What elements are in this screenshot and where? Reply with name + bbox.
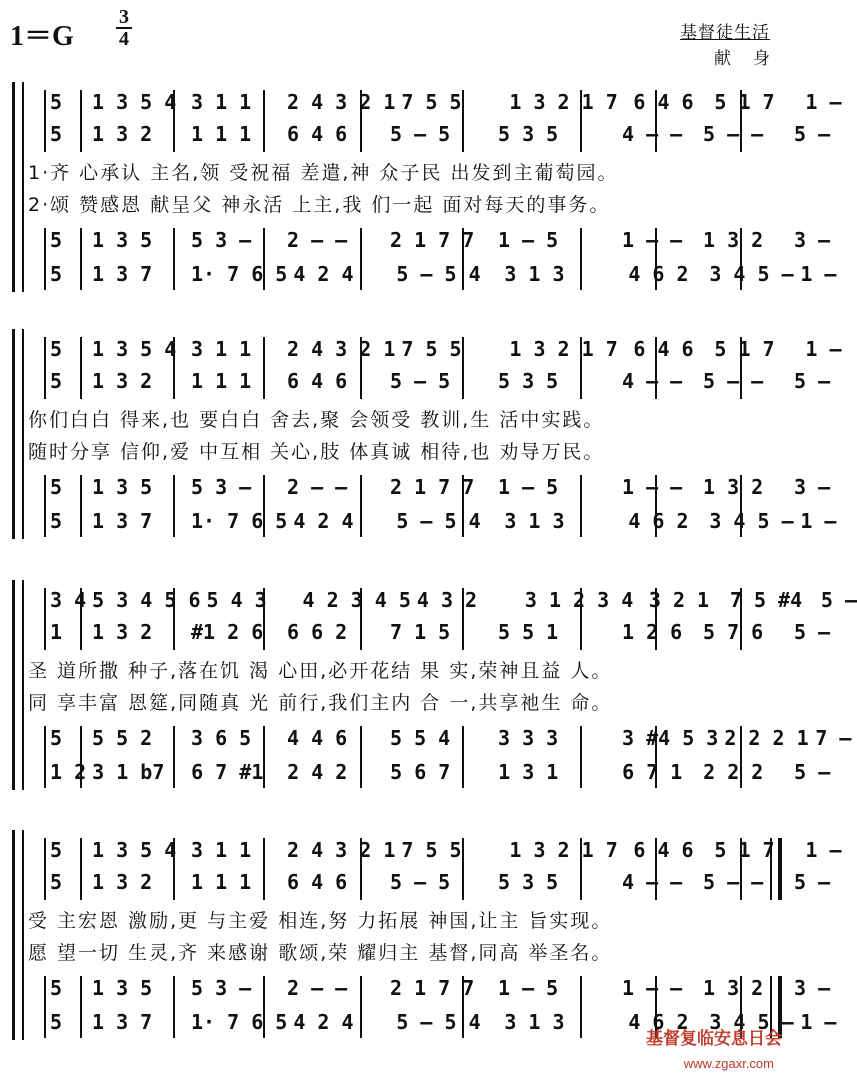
measure: 3 1 3 — [504, 262, 565, 286]
measure: 1 1 1 — [191, 870, 252, 894]
measure: 4 2 4 — [293, 1010, 354, 1034]
measure: 3 1 1 — [191, 838, 252, 862]
lyric-verse-1: 圣 道所撒 种子,落在饥 渴 心田,必开花结 果 实,荣神且益 人。 — [28, 660, 613, 682]
measure: #1 2 6 — [191, 620, 264, 644]
measure: 1 3 1 — [498, 760, 559, 784]
measure: 5 1 7 — [714, 838, 775, 862]
system-2 — [0, 325, 842, 555]
measure: 7 – — [815, 726, 852, 750]
measure: 3 1 3 — [504, 1010, 565, 1034]
measure: 4 – – — [622, 870, 683, 894]
measure: 5 — [50, 726, 63, 750]
measure: 1 – — [805, 337, 842, 361]
measure: 6 7 1 — [622, 760, 683, 784]
measure: 5 — [50, 122, 63, 146]
measure: 2 1 7 7 — [390, 475, 475, 499]
measure: 5 — [50, 976, 63, 1000]
soprano-part — [44, 337, 842, 363]
measure: 5 – — [794, 369, 831, 393]
measure: 5 3 5 — [498, 369, 559, 393]
measure: 5 3 4 5 6 — [92, 588, 201, 612]
measure: 2 2 2 1 — [724, 726, 809, 750]
measure: 5 — [50, 475, 63, 499]
system-bracket — [12, 82, 24, 292]
measure: 4 2 4 — [293, 509, 354, 533]
lyric-verse-1: 受 主宏恩 激励,更 与主爱 相连,努 力拓展 神国,让主 旨实现。 — [28, 910, 613, 932]
lyric-verse-1: 1·齐 心承认 主名,领 受祝福 差遣,神 众子民 出发到主葡萄园。 — [28, 162, 619, 184]
measure: 2 – – — [287, 976, 348, 1000]
tenor-part — [44, 475, 831, 501]
measure: 6 7 #1 — [191, 760, 264, 784]
measure: 3 1 1 — [191, 90, 252, 114]
measure: 5 6 7 — [390, 760, 451, 784]
measure: 5 — [50, 870, 63, 894]
measure: 5 – — [820, 588, 857, 612]
measure: 6 4 6 — [633, 337, 694, 361]
measure: 1· 7 6 5 — [191, 262, 288, 286]
tenor-part — [44, 228, 831, 254]
watermark-name: 基督复临安息日会 — [646, 1029, 782, 1049]
bass-part — [44, 509, 837, 535]
measure: 5 3 5 — [498, 122, 559, 146]
soprano-part — [44, 90, 842, 116]
system-bracket — [12, 580, 24, 790]
measure: 1 2 6 — [622, 620, 683, 644]
measure: 6 4 6 — [633, 838, 694, 862]
measure: 4 2 4 — [293, 262, 354, 286]
measure: 3 – — [794, 228, 831, 252]
alto-part — [44, 870, 831, 896]
time-signature — [116, 8, 132, 48]
system-bracket — [12, 329, 24, 539]
measure: 5 — [50, 228, 63, 252]
measure: 5 3 – — [191, 976, 252, 1000]
measure: 5 – — [794, 620, 831, 644]
measure: 1 – – — [622, 475, 683, 499]
tenor-part — [44, 976, 831, 1002]
measure: 3 – — [794, 475, 831, 499]
measure: 5 5 1 — [498, 620, 559, 644]
measure: 5 — [50, 262, 63, 286]
measure: 1 3 2 — [92, 870, 153, 894]
measure: 2 4 2 — [287, 760, 348, 784]
meter-bottom: 4 — [119, 28, 129, 50]
measure: 1 3 2 — [92, 122, 153, 146]
measure: 6 4 6 — [633, 90, 694, 114]
measure: 1 3 2 — [92, 369, 153, 393]
measure: 2 1 7 7 — [390, 976, 475, 1000]
measure: 5 1 7 — [714, 90, 775, 114]
source-title: 基督徒生活 — [680, 23, 770, 43]
measure: 1 3 2 1 7 — [509, 337, 618, 361]
measure: 1 3 7 — [92, 509, 153, 533]
measure: 2 – – — [287, 228, 348, 252]
measure: 4 3 2 — [416, 588, 478, 612]
measure: 1 3 5 4 — [92, 90, 177, 114]
measure: 4 – – — [622, 122, 683, 146]
measure: 1 3 2 — [703, 976, 764, 1000]
watermark-url: www.zgaxr.com — [683, 1056, 774, 1071]
measure: 2 4 3 2 1 — [287, 337, 396, 361]
alto-part — [44, 122, 831, 148]
measure: 1 3 5 4 — [92, 337, 177, 361]
measure: 3 2 1 — [648, 588, 710, 612]
soprano-part — [44, 838, 842, 864]
measure: 5 – 5 — [390, 369, 451, 393]
measure: 7 5 5 — [401, 90, 462, 114]
measure: 1 – — [805, 90, 842, 114]
measure: 5 1 7 — [714, 337, 775, 361]
measure: 5 – — [794, 870, 831, 894]
measure: 1 2 — [50, 760, 87, 784]
measure: 1 3 2 1 7 — [509, 90, 618, 114]
measure: 7 1 5 — [390, 620, 451, 644]
measure: 1 3 5 4 — [92, 838, 177, 862]
system-1 — [0, 78, 842, 308]
system-3 — [0, 576, 857, 806]
measure: 4 6 2 — [628, 262, 689, 286]
measure: 2 4 3 2 1 — [287, 90, 396, 114]
measure: 5 — [50, 509, 63, 533]
measure: 7 5 5 — [401, 337, 462, 361]
measure: 1 3 2 — [703, 228, 764, 252]
measure: 3 4 — [50, 588, 87, 612]
measure: 3 1 1 — [191, 337, 252, 361]
measure: 1· 7 6 5 — [191, 509, 288, 533]
measure: 4 4 6 — [287, 726, 348, 750]
measure: 1· 7 6 5 — [191, 1010, 288, 1034]
measure: 3 1 3 — [504, 509, 565, 533]
measure: 1 3 5 — [92, 976, 153, 1000]
measure: 5 7 6 — [703, 620, 764, 644]
measure: 1 – 5 — [498, 475, 559, 499]
lyric-verse-2: 随时分享 信仰,爱 中互相 关心,肢 体真诚 相待,也 劝导万民。 — [28, 441, 605, 463]
measure: 5 – – — [703, 369, 764, 393]
measure: 1 3 5 — [92, 475, 153, 499]
measure: 2 1 7 7 — [390, 228, 475, 252]
measure: 3 #4 5 3 — [622, 726, 719, 750]
measure: 3 6 5 — [191, 726, 252, 750]
measure: 5 — [50, 1010, 63, 1034]
measure: 1 – — [800, 262, 837, 286]
system-4 — [0, 826, 842, 1056]
lyric-verse-2: 同 享丰富 恩筵,同随真 光 前行,我们主内 合 一,共享祂生 命。 — [28, 692, 613, 714]
measure: 5 – 5 4 — [396, 509, 481, 533]
measure: 6 4 6 — [287, 369, 348, 393]
measure: 5 4 3 — [206, 588, 267, 612]
measure: 5 5 2 — [92, 726, 153, 750]
measure: 5 — [50, 838, 63, 862]
measure: 5 – — [794, 760, 831, 784]
measure: 1 3 7 — [92, 262, 153, 286]
measure: 1 3 2 — [92, 620, 153, 644]
measure: 1 – – — [622, 228, 683, 252]
measure: 3 4 5 – — [709, 1010, 794, 1034]
bass-part — [44, 760, 831, 786]
bass-part — [44, 262, 837, 288]
measure: 5 – – — [703, 122, 764, 146]
measure: 3 1 b7 — [92, 760, 165, 784]
measure: 5 — [50, 369, 63, 393]
key-signature: 1＝G — [10, 21, 74, 52]
measure: 5 — [50, 337, 63, 361]
measure: 4 – – — [622, 369, 683, 393]
alto-part — [44, 369, 831, 395]
measure: 5 5 4 — [390, 726, 451, 750]
measure: 5 3 – — [191, 475, 252, 499]
measure: 7 5 5 — [401, 838, 462, 862]
measure: 1 – — [805, 838, 842, 862]
lyric-verse-2: 2·颂 赞感恩 献呈父 神永活 上主,我 们一起 面对每天的事务。 — [28, 194, 611, 216]
measure: 1 – — [800, 509, 837, 533]
measure: 1 – 5 — [498, 228, 559, 252]
measure: 3 – — [794, 976, 831, 1000]
measure: 2 – – — [287, 475, 348, 499]
measure: 6 6 2 — [287, 620, 348, 644]
measure: 3 1 2 3 4 — [524, 588, 634, 612]
measure: 6 4 6 — [287, 870, 348, 894]
measure: 5 – – — [703, 870, 764, 894]
measure: 1 – – — [622, 976, 683, 1000]
measure: 3 4 5 – — [709, 509, 794, 533]
measure: 2 2 2 — [703, 760, 764, 784]
meter-top: 3 — [119, 6, 129, 28]
measure: 5 – 5 4 — [396, 1010, 481, 1034]
tenor-part — [44, 726, 852, 752]
measure: 1 3 7 — [92, 1010, 153, 1034]
measure: 4 6 2 — [628, 509, 689, 533]
measure: 5 – 5 — [390, 122, 451, 146]
author-credit: 献身 — [714, 49, 792, 69]
measure: 1 1 1 — [191, 369, 252, 393]
soprano-part — [44, 588, 857, 614]
measure: 1 — [50, 620, 63, 644]
measure: 1 – 5 — [498, 976, 559, 1000]
system-bracket — [12, 830, 24, 1040]
lyric-verse-2: 愿 望一切 生灵,齐 来感谢 歌颂,荣 耀归主 基督,同高 举圣名。 — [28, 942, 613, 964]
measure: 5 3 – — [191, 228, 252, 252]
measure: 7 5 #4 — [729, 588, 803, 612]
measure: 4 6 2 — [628, 1010, 689, 1034]
measure: 4 2 3 4 5 — [302, 588, 411, 612]
measure: 1 – — [800, 1010, 837, 1034]
measure: 1 1 1 — [191, 122, 252, 146]
measure: 5 – 5 4 — [396, 262, 481, 286]
measure: 5 – 5 — [390, 870, 451, 894]
lyric-verse-1: 你们白白 得来,也 要白白 舍去,聚 会领受 教训,生 活中实践。 — [28, 409, 605, 431]
measure: 3 3 3 — [498, 726, 559, 750]
measure: 1 3 2 1 7 — [509, 838, 618, 862]
measure: 1 3 2 — [703, 475, 764, 499]
measure: 5 3 5 — [498, 870, 559, 894]
alto-part — [44, 620, 831, 646]
measure: 3 4 5 – — [709, 262, 794, 286]
measure: 6 4 6 — [287, 122, 348, 146]
measure: 5 — [50, 90, 63, 114]
measure: 5 – — [794, 122, 831, 146]
measure: 2 4 3 2 1 — [287, 838, 396, 862]
measure: 1 3 5 — [92, 228, 153, 252]
